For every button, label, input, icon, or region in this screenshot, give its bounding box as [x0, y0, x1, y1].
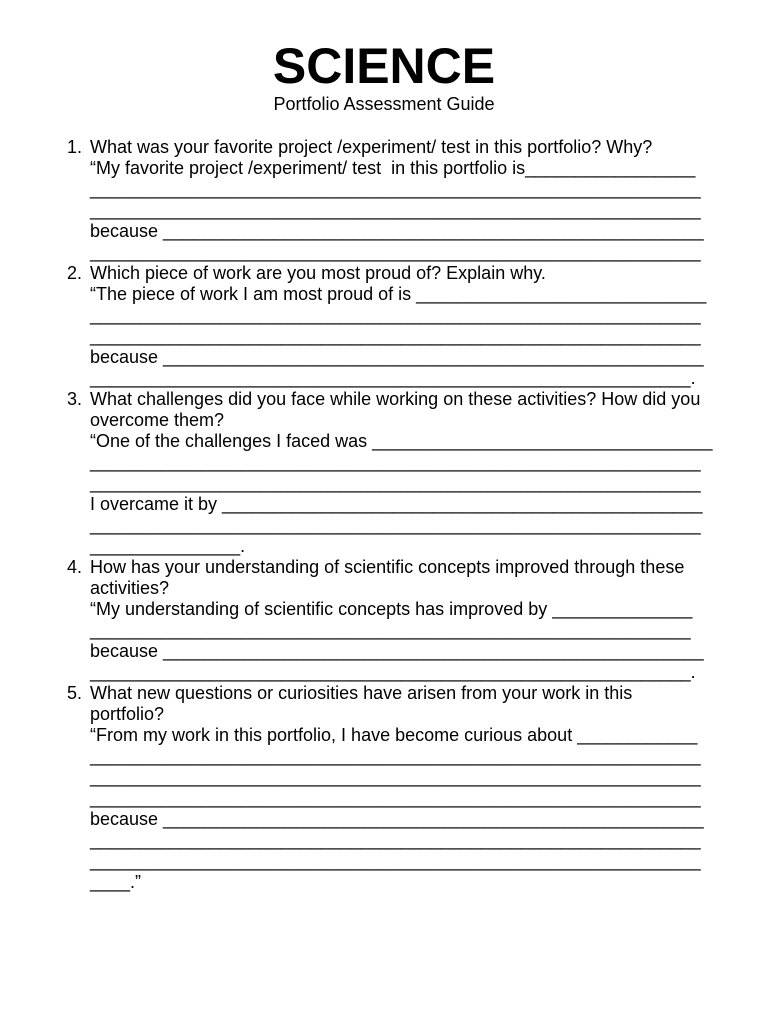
question-number: 3. [67, 389, 83, 409]
question-number: 4. [67, 557, 83, 577]
answer-line[interactable]: _____________________________________________________________ [90, 830, 701, 850]
question-prompt: Which piece of work are you most proud of? Explain why. [90, 263, 546, 283]
question-5 [0, 683, 768, 893]
answer-line[interactable]: _____________________________________________________________ [90, 767, 701, 787]
answer-line[interactable]: “My favorite project /experiment/ test in this portfolio is_________________ [90, 158, 696, 178]
question-number: 1. [67, 137, 83, 157]
question-4 [0, 557, 768, 683]
answer-line[interactable]: portfolio? [90, 704, 165, 724]
question-prompt: What was your favorite project /experiment/ test in this portfolio? Why? [90, 137, 653, 157]
answer-line[interactable]: _____________________________________________________________ [90, 305, 701, 325]
answer-line[interactable]: ____.” [90, 872, 142, 892]
question-prompt: What new questions or curiosities have arisen from your work in this [90, 683, 633, 703]
answer-line[interactable]: activities? [90, 578, 170, 598]
answer-line[interactable]: _______________. [90, 536, 246, 556]
question-number: 2. [67, 263, 83, 283]
answer-line[interactable]: overcome them? [90, 410, 225, 430]
answer-line[interactable]: _____________________________________________________________ [90, 788, 701, 808]
answer-line[interactable]: _____________________________________________________________ [90, 746, 701, 766]
page-title: SCIENCE [272, 38, 496, 94]
answer-line[interactable]: ____________________________________________________________ [90, 620, 691, 640]
page-subtitle: Portfolio Assessment Guide [273, 94, 495, 114]
answer-line[interactable]: “One of the challenges I faced was __________________________________ [90, 431, 713, 451]
answer-line[interactable]: because ______________________________________________________ [90, 641, 704, 661]
answer-line[interactable]: I overcame it by ________________________________________________ [90, 494, 703, 514]
answer-line[interactable]: _____________________________________________________________ [90, 200, 701, 220]
question-prompt: What challenges did you face while working on these activities? How did you [90, 389, 701, 409]
question-list [0, 137, 768, 893]
answer-line[interactable]: because ______________________________________________________ [90, 809, 704, 829]
answer-line[interactable]: _____________________________________________________________ [90, 473, 701, 493]
answer-line[interactable]: “The piece of work I am most proud of is _____________________________ [90, 284, 707, 304]
answer-line[interactable]: ____________________________________________________________. [90, 662, 696, 682]
answer-line[interactable]: _____________________________________________________________ [90, 242, 701, 262]
answer-line[interactable]: because ______________________________________________________ [90, 221, 704, 241]
answer-line[interactable]: _____________________________________________________________ [90, 179, 701, 199]
question-number: 5. [67, 683, 83, 703]
question-2 [0, 263, 768, 389]
answer-line[interactable]: _____________________________________________________________ [90, 515, 701, 535]
answer-line[interactable]: _____________________________________________________________ [90, 452, 701, 472]
question-prompt: How has your understanding of scientific concepts improved through these [90, 557, 685, 577]
question-3 [0, 389, 768, 557]
answer-line[interactable]: ____________________________________________________________. [90, 368, 696, 388]
question-1 [0, 137, 768, 263]
answer-line[interactable]: because ______________________________________________________ [90, 347, 704, 367]
answer-line[interactable]: _____________________________________________________________ [90, 851, 701, 871]
answer-line[interactable]: _____________________________________________________________ [90, 326, 701, 346]
answer-line[interactable]: “From my work in this portfolio, I have become curious about ____________ [90, 725, 698, 745]
answer-line[interactable]: “My understanding of scientific concepts has improved by ______________ [90, 599, 693, 619]
